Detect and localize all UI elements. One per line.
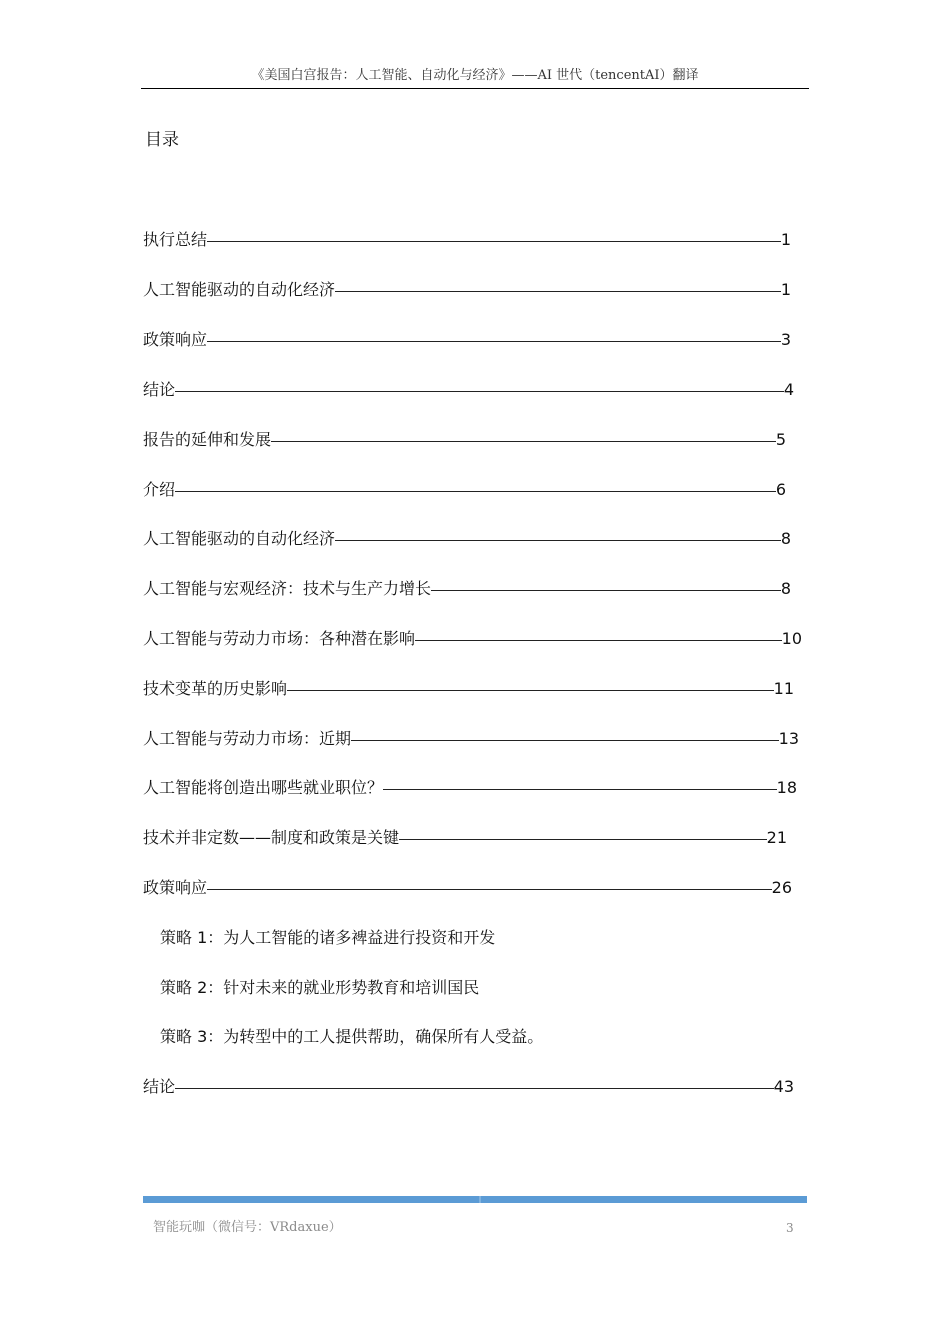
toc-entry-page: 21 (766, 828, 787, 847)
toc-entry-page: 18 (776, 778, 797, 797)
toc-entry[interactable] (143, 776, 797, 800)
toc-entry[interactable] (143, 527, 791, 551)
toc-entry-page: 5 (775, 430, 786, 449)
toc-entry-label: 报告的延伸和发展 (143, 430, 272, 449)
toc-leader (335, 291, 781, 292)
toc-leader (175, 1088, 774, 1089)
toc-entry-page: 10 (781, 629, 802, 648)
page-number: 3 (786, 1221, 794, 1235)
toc-entry-page: 8 (780, 529, 791, 548)
toc-entry[interactable] (143, 876, 792, 900)
toc-entry-label: 介绍 (143, 480, 176, 499)
toc-entry-page: 4 (783, 380, 794, 399)
toc-entry-page: 1 (780, 230, 791, 249)
toc-leader (271, 441, 776, 442)
toc-entry-page: 11 (773, 679, 794, 698)
toc-entry-label: 人工智能驱动的自动化经济 (143, 280, 336, 299)
toc-strategy-item[interactable]: 策略 2：针对未来的就业形势教育和培训国民 (160, 978, 480, 997)
footer-accent-bar (143, 1196, 807, 1203)
toc-leader (175, 491, 776, 492)
toc-title: 目录 (145, 130, 179, 150)
footer-source: 智能玩咖（微信号：VRdaxue） (153, 1220, 342, 1235)
toc-entry[interactable] (143, 727, 799, 751)
toc-leader (415, 640, 782, 641)
toc-entry-page: 43 (773, 1077, 794, 1096)
toc-leader (207, 341, 781, 342)
toc-entry[interactable] (143, 1075, 794, 1099)
toc-leader (431, 590, 781, 591)
toc-entry[interactable] (143, 278, 791, 302)
toc-entry-label: 政策响应 (143, 878, 208, 897)
toc-entry-page: 13 (778, 729, 799, 748)
toc-entry[interactable] (143, 677, 794, 701)
running-header: 《美国白宫报告：人工智能、自动化与经济》——AI 世代（tencentAI）翻译 (251, 68, 699, 83)
toc-entry[interactable] (143, 428, 786, 452)
toc-entry-label: 执行总结 (143, 230, 208, 249)
toc-entry[interactable] (143, 378, 794, 402)
toc-entry-label: 技术变革的历史影响 (143, 679, 288, 698)
toc-entry[interactable] (143, 228, 791, 252)
toc-entry-page: 8 (780, 579, 791, 598)
toc-entry-label: 技术并非定数——制度和政策是关键 (143, 828, 400, 847)
toc-entry-label: 人工智能与宏观经济：技术与生产力增长 (143, 579, 432, 598)
toc-entry-page: 26 (771, 878, 792, 897)
toc-entry[interactable] (143, 826, 787, 850)
toc-entry[interactable] (143, 478, 786, 502)
toc-entry[interactable] (143, 627, 802, 651)
toc-strategy-item[interactable]: 策略 3：为转型中的工人提供帮助，确保所有人受益。 (160, 1027, 544, 1046)
toc-leader (207, 241, 781, 242)
toc-leader (399, 839, 767, 840)
toc-leader (383, 789, 777, 790)
toc-entry[interactable] (143, 328, 791, 352)
header-rule (141, 88, 809, 89)
toc-leader (175, 391, 784, 392)
toc-leader (351, 740, 779, 741)
toc-entry-page: 3 (780, 330, 791, 349)
toc-entry-label: 人工智能与劳动力市场：各种潜在影响 (143, 629, 416, 648)
toc-strategy-item[interactable]: 策略 1：为人工智能的诸多裨益进行投资和开发 (160, 928, 496, 947)
toc-leader (207, 889, 772, 890)
toc-entry-page: 6 (775, 480, 786, 499)
toc-entry-label: 人工智能驱动的自动化经济 (143, 529, 336, 548)
footer-bar-divider (479, 1196, 481, 1203)
toc-leader (335, 540, 781, 541)
toc-entry-label: 人工智能将创造出哪些就业职位？ (143, 778, 384, 797)
toc-leader (287, 690, 774, 691)
toc-entry-page: 1 (780, 280, 791, 299)
toc-entry-label: 人工智能与劳动力市场：近期 (143, 729, 352, 748)
toc-entry-label: 政策响应 (143, 330, 208, 349)
toc-entry-label: 结论 (143, 1077, 176, 1096)
toc-entry-label: 结论 (143, 380, 176, 399)
toc-entry[interactable] (143, 577, 791, 601)
